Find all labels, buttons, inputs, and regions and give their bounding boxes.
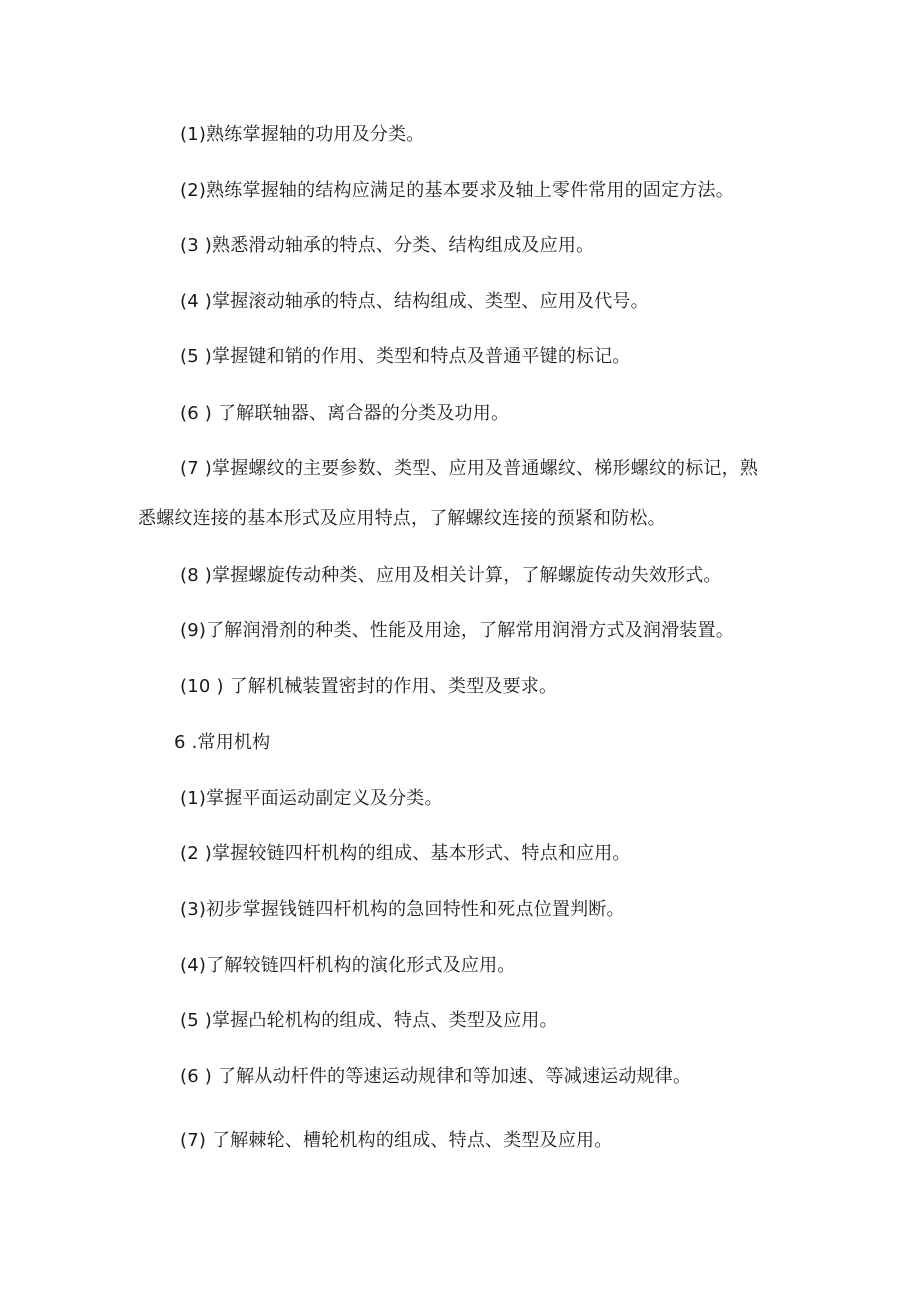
s5-item-6: (6 ) 了解联轴器、离合器的分类及功用。 <box>180 403 510 424</box>
s5-item-7: (7 )掌握螺纹的主要参数、类型、应用及普通螺纹、梯形螺纹的标记，熟 <box>180 458 759 479</box>
s5-item-7-continued: 悉螺纹连接的基本形式及应用特点，了解螺纹连接的预紧和防松。 <box>138 508 666 529</box>
s5-item-5: (5 )掌握键和销的作用、类型和特点及普通平键的标记。 <box>180 346 631 367</box>
s6-item-5: (5 )掌握凸轮机构的组成、特点、类型及应用。 <box>180 1010 558 1031</box>
s6-item-3: (3)初步掌握钱链四杆机构的急回特性和死点位置判断。 <box>180 899 625 920</box>
s5-item-1: (1)熟练掌握轴的功用及分类。 <box>180 124 425 145</box>
s5-item-8: (8 )掌握螺旋传动种类、应用及相关计算，了解螺旋传动失效形式。 <box>180 565 722 586</box>
section-6-heading: 6 .常用机构 <box>174 732 271 753</box>
s5-item-4: (4 )掌握滚动轴承的特点、结构组成、类型、应用及代号。 <box>180 291 649 312</box>
s6-item-6: (6 ) 了解从动杆件的等速运动规律和等加速、等减速运动规律。 <box>180 1066 692 1087</box>
s6-item-4: (4)了解较链四杆机构的演化形式及应用。 <box>180 955 516 976</box>
s6-item-7: (7) 了解棘轮、槽轮机构的组成、特点、类型及应用。 <box>180 1130 613 1151</box>
s5-item-2: (2)熟练掌握轴的结构应满足的基本要求及轴上零件常用的固定方法。 <box>180 180 734 201</box>
s6-item-1: (1)掌握平面运动副定义及分类。 <box>180 788 443 809</box>
s5-item-9: (9)了解润滑剂的种类、性能及用途，了解常用润滑方式及润滑装置。 <box>180 620 734 641</box>
s6-item-2: (2 )掌握较链四杆机构的组成、基本形式、特点和应用。 <box>180 843 631 864</box>
s5-item-3: (3 )熟悉滑动轴承的特点、分类、结构组成及应用。 <box>180 235 595 256</box>
s5-item-10: (10 ) 了解机械装置密封的作用、类型及要求。 <box>180 676 558 697</box>
